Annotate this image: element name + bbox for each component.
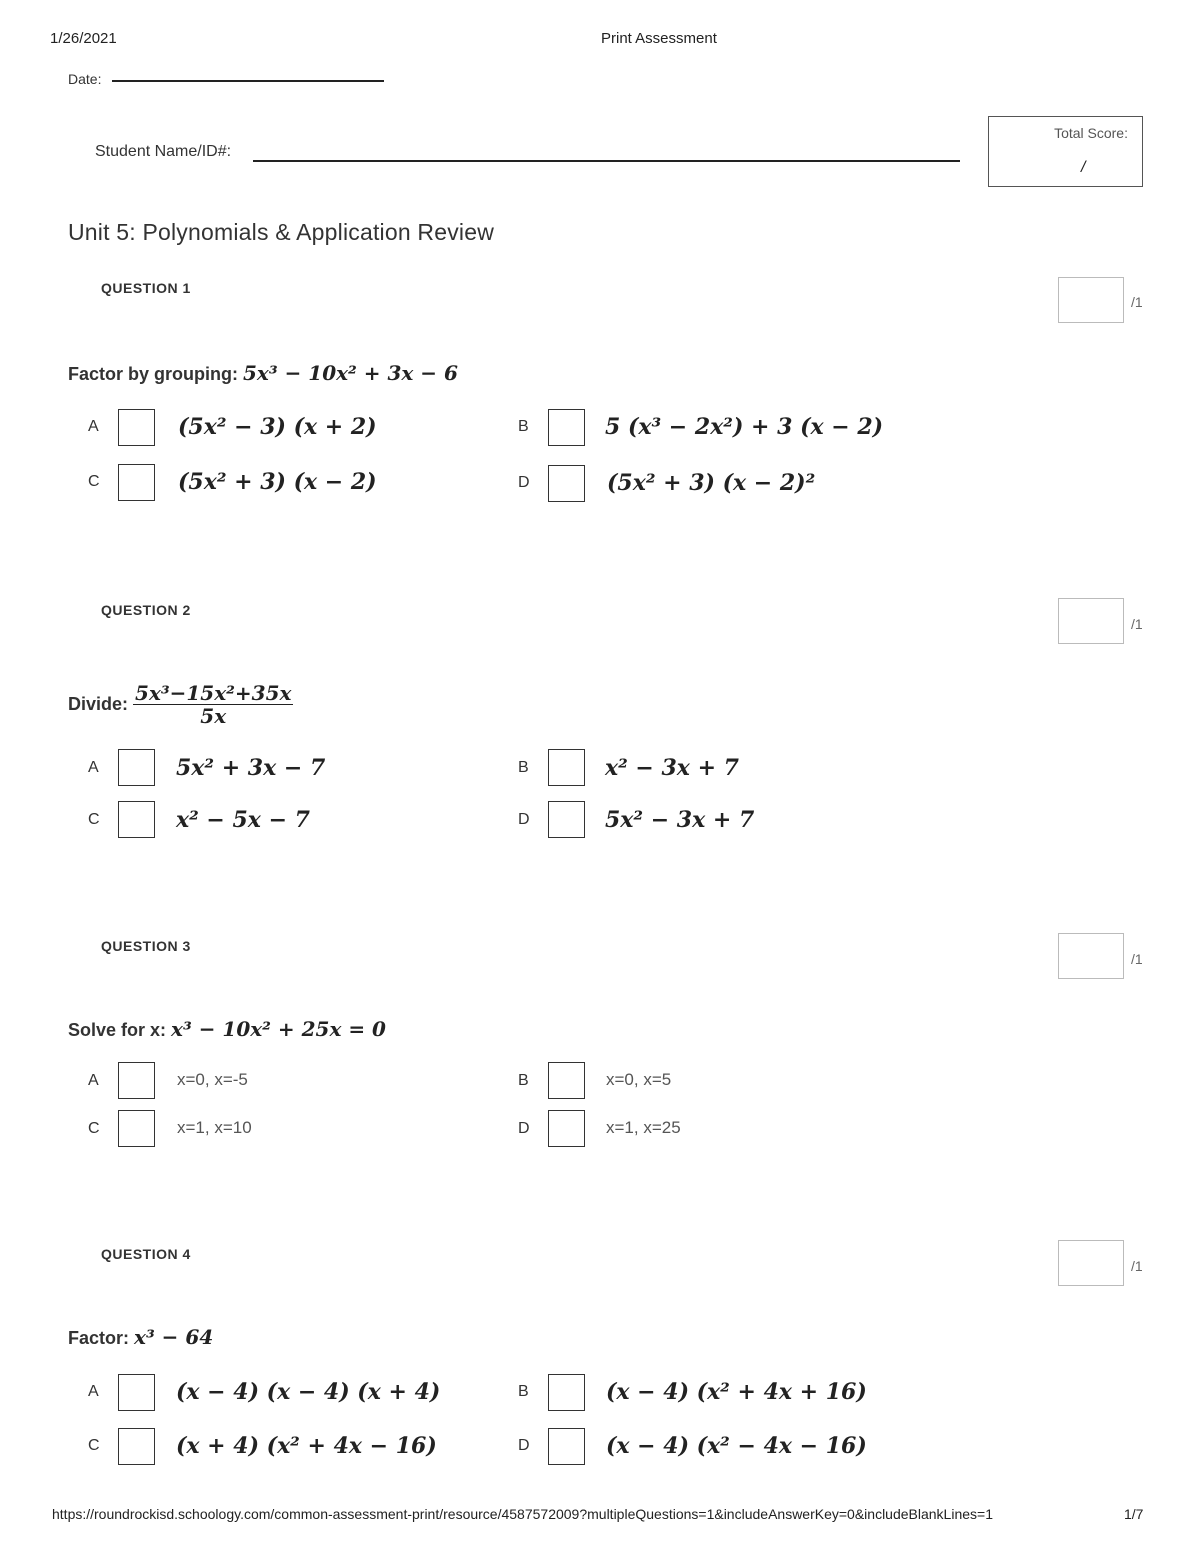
prompt-text: Divide: bbox=[68, 694, 129, 714]
option-text: (5x² + 3) (x − 2) bbox=[178, 469, 377, 495]
date-label: Date: bbox=[68, 71, 102, 87]
option-letter: A bbox=[88, 1383, 99, 1400]
answer-checkbox[interactable] bbox=[548, 1428, 585, 1465]
question-label: QUESTION 2 bbox=[101, 602, 191, 618]
footer-url: https://roundrockisd.schoology.com/common-assessment-print/resource/4587572009?multipleQuestions=1&includeAnswerKey=0&includeBlankLines=1 bbox=[52, 1506, 993, 1522]
prompt-fraction bbox=[133, 682, 293, 727]
option-text: x² − 3x + 7 bbox=[605, 755, 739, 781]
option-letter: B bbox=[518, 759, 529, 776]
option-text: (x − 4) (x − 4) (x + 4) bbox=[176, 1379, 441, 1405]
answer-checkbox[interactable] bbox=[548, 801, 585, 838]
option-letter: A bbox=[88, 418, 99, 435]
answer-checkbox[interactable] bbox=[548, 1374, 585, 1411]
total-score-box bbox=[988, 116, 1143, 187]
prompt-text: Solve for x: bbox=[68, 1020, 167, 1040]
option-text: x=1, x=25 bbox=[606, 1118, 681, 1137]
option-text: (x + 4) (x² + 4x − 16) bbox=[176, 1433, 437, 1459]
prompt-text: Factor: bbox=[68, 1328, 130, 1348]
points-max: /1 bbox=[1131, 951, 1143, 967]
question-label: QUESTION 3 bbox=[101, 938, 191, 954]
option-letter: B bbox=[518, 418, 529, 435]
student-name-label: Student Name/ID#: bbox=[95, 143, 232, 160]
points-input[interactable] bbox=[1058, 933, 1124, 979]
total-score-label: Total Score: bbox=[1054, 125, 1128, 141]
date-field-line[interactable] bbox=[112, 80, 384, 82]
option-text: 5 (x³ − 2x²) + 3 (x − 2) bbox=[605, 414, 884, 440]
option-text: (x − 4) (x² + 4x + 16) bbox=[606, 1379, 867, 1405]
question-label: QUESTION 1 bbox=[101, 280, 191, 296]
total-score-value: / bbox=[1081, 159, 1086, 176]
fraction-numerator: 5x³−15x²+35x bbox=[135, 681, 292, 705]
question-label: QUESTION 4 bbox=[101, 1246, 191, 1262]
option-text: x=0, x=-5 bbox=[177, 1070, 248, 1089]
prompt-text: Factor by grouping: bbox=[68, 364, 238, 384]
print-header-title: Print Assessment bbox=[601, 30, 717, 47]
answer-checkbox[interactable] bbox=[548, 749, 585, 786]
option-letter: C bbox=[88, 1120, 100, 1137]
option-text: (5x² − 3) (x + 2) bbox=[178, 414, 377, 440]
points-input[interactable] bbox=[1058, 598, 1124, 644]
answer-checkbox[interactable] bbox=[548, 409, 585, 446]
question-prompt bbox=[68, 1017, 386, 1041]
points-max: /1 bbox=[1131, 1258, 1143, 1274]
option-text: 5x² − 3x + 7 bbox=[605, 807, 755, 833]
option-letter: C bbox=[88, 473, 100, 490]
option-letter: A bbox=[88, 1072, 99, 1089]
option-letter: B bbox=[518, 1072, 529, 1089]
option-letter: B bbox=[518, 1383, 529, 1400]
option-text: (5x² + 3) (x − 2)² bbox=[607, 470, 816, 496]
option-text: x² − 5x − 7 bbox=[176, 807, 310, 833]
question-prompt bbox=[68, 682, 293, 727]
points-input[interactable] bbox=[1058, 1240, 1124, 1286]
answer-checkbox[interactable] bbox=[118, 1374, 155, 1411]
answer-checkbox[interactable] bbox=[118, 464, 155, 501]
assessment-title: Unit 5: Polynomials & Application Review bbox=[68, 219, 495, 245]
option-text: 5x² + 3x − 7 bbox=[176, 755, 326, 781]
points-input[interactable] bbox=[1058, 277, 1124, 323]
answer-checkbox[interactable] bbox=[118, 1428, 155, 1465]
option-text: (x − 4) (x² − 4x − 16) bbox=[606, 1433, 867, 1459]
option-text: x=0, x=5 bbox=[606, 1070, 672, 1089]
answer-checkbox[interactable] bbox=[548, 1062, 585, 1099]
prompt-expression: 5x³ − 10x² + 3x − 6 bbox=[243, 361, 458, 385]
print-date: 1/26/2021 bbox=[50, 30, 117, 47]
answer-checkbox[interactable] bbox=[118, 1110, 155, 1147]
option-letter: D bbox=[518, 1437, 530, 1454]
answer-checkbox[interactable] bbox=[118, 1062, 155, 1099]
question-prompt bbox=[68, 1325, 213, 1349]
option-text: x=1, x=10 bbox=[177, 1118, 252, 1137]
option-letter: C bbox=[88, 811, 100, 828]
answer-checkbox[interactable] bbox=[548, 1110, 585, 1147]
option-letter: A bbox=[88, 759, 99, 776]
answer-checkbox[interactable] bbox=[118, 749, 155, 786]
option-letter: C bbox=[88, 1437, 100, 1454]
answer-checkbox[interactable] bbox=[118, 801, 155, 838]
answer-checkbox[interactable] bbox=[548, 465, 585, 502]
option-letter: D bbox=[518, 1120, 530, 1137]
student-name-field-line[interactable] bbox=[253, 160, 960, 162]
option-letter: D bbox=[518, 811, 530, 828]
fraction-denominator: 5x bbox=[200, 704, 227, 728]
page-number: 1/7 bbox=[1124, 1506, 1144, 1522]
prompt-expression: x³ − 64 bbox=[134, 1325, 214, 1349]
points-max: /1 bbox=[1131, 616, 1143, 632]
prompt-expression: x³ − 10x² + 25x = 0 bbox=[171, 1017, 386, 1041]
option-letter: D bbox=[518, 474, 530, 491]
points-max: /1 bbox=[1131, 294, 1143, 310]
question-prompt bbox=[68, 361, 458, 385]
answer-checkbox[interactable] bbox=[118, 409, 155, 446]
